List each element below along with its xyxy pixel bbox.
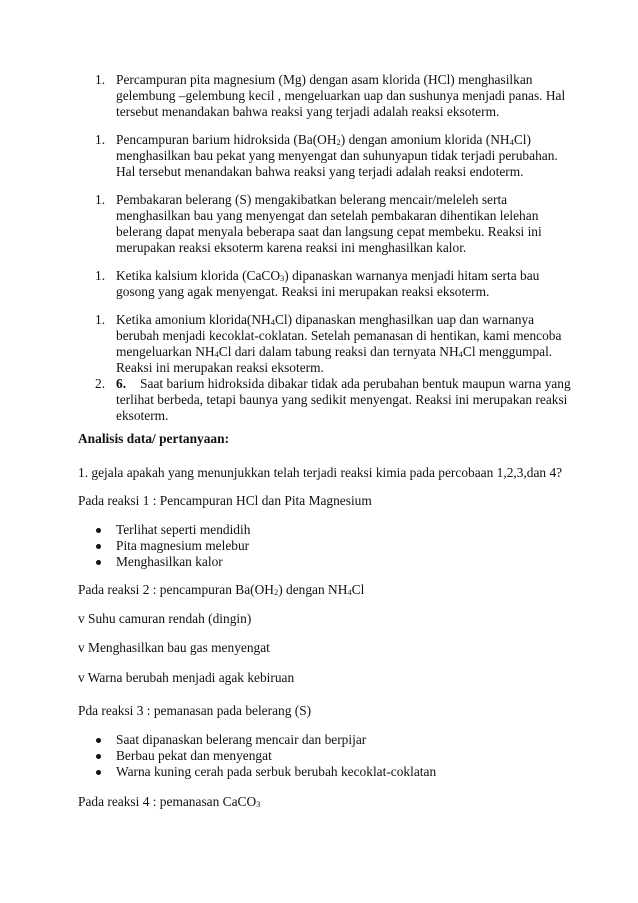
list-item: Berbau pekat dan menyengat: [0, 748, 638, 764]
bullet-icon: [96, 754, 101, 759]
reaksi-2-line: v Suhu camuran rendah (dingin): [78, 611, 252, 626]
list-item: [0, 132, 638, 180]
list-item: [0, 192, 638, 256]
list-item: Saat dipanaskan belerang mencair dan berpijar: [0, 732, 638, 748]
reaksi-1-title: Pada reaksi 1 : Pencampuran HCl dan Pita Magnesium: [78, 493, 372, 508]
list-item: Warna kuning cerah pada serbuk berubah kecoklat-coklatan: [0, 764, 638, 780]
numbered-observation-list: [0, 72, 638, 424]
inline-number: 6.: [116, 376, 127, 391]
list-item-text: Pencampuran barium hidroksida ($Ba(OH_2)$ dengan amonium klorida $(NH_4Cl)$ menghasilkan bau pekat yang menyengat dan suhunyapun tidak terjadi perubahan. Hal tersebut menandakan bahwa reaksi yang terjadi adalah reaksi endoterm.: [116, 132, 558, 179]
bullet-icon: [96, 544, 101, 549]
list-number: 1.: [95, 72, 106, 87]
list-item: Terlihat seperti mendidih: [0, 522, 638, 538]
reaksi-2-line: v Menghasilkan bau gas menyengat: [78, 640, 270, 655]
list-item: [0, 376, 638, 424]
list-item-text: Ketika amonium $klorida(NH_4Cl)$ dipanaskan menghasilkan uap dan warnanya berubah menjadi kecoklat-coklatan. Setelah pemanasan di hentikan, kami mencoba mengeluarkan $NH_4Cl$ dari dalam tabung reaksi dan ternyata $NH_4Cl$ menggumpal. Reaksi ini merupakan reaksi eksoterm.: [116, 312, 562, 375]
reaksi-2-line: v Warna berubah menjadi agak kebiruan: [78, 670, 295, 685]
list-item: Menghasilkan kalor: [0, 554, 638, 570]
list-item: [0, 72, 638, 120]
list-number: 1.: [95, 192, 106, 207]
list-item-text: Ketika kalsium klorida (CaCO$_3$) dipanaskan warnanya menjadi hitam serta bau gosong yang agak menyengat. Reaksi ini merupakan reaksi eksoterm.: [116, 268, 540, 299]
bullet-icon: [96, 770, 101, 775]
list-item: Pita magnesium melebur: [0, 538, 638, 554]
list-item-text: Percampuran pita magnesium (Mg) dengan asam klorida (HCl) menghasilkan gelembung –gelembung kecil , mengeluarkan uap dan sushunya menjadi panas. Hal tersebut menandakan bahwa reaksi yang terjadi adalah reaksi eksoterm.: [116, 72, 566, 119]
reaksi-1-bullet-list: [0, 522, 638, 570]
list-number: 2.: [95, 376, 106, 391]
reaksi-4-title: Pada reaksi 4 : pemanasan CaCO$_3$: [78, 794, 261, 809]
list-number: 1.: [95, 312, 106, 327]
list-number: 1.: [95, 268, 106, 283]
analysis-heading: Analisis data/ pertanyaan:: [78, 431, 230, 446]
reaksi-3-title: Pda reaksi 3 : pemanasan pada belerang (S): [78, 703, 312, 718]
list-item: [0, 268, 638, 300]
bullet-icon: [96, 528, 101, 533]
list-item-text: 6. Saat barium hidroksida dibakar tidak ada perubahan bentuk maupun warna yang terlihat berbeda, tetapi baunya yang sedikit menyengat. Reaksi ini merupakan reaksi eksoterm.: [116, 376, 571, 423]
list-item: [0, 312, 638, 376]
reaksi-2-title: Pada reaksi 2 : pencampuran $Ba(OH_2)$ dengan $NH_4Cl$: [78, 582, 365, 597]
bullet-icon: [96, 560, 101, 565]
question-1: 1. gejala apakah yang menunjukkan telah terjadi reaksi kimia pada percobaan 1,2,3,dan 4?: [78, 465, 563, 480]
reaksi-3-bullet-list: [0, 732, 638, 780]
list-number: 1.: [95, 132, 106, 147]
bullet-icon: [96, 738, 101, 743]
list-item-text: Pembakaran belerang (S) mengakibatkan belerang mencair/meleleh serta menghasilkan bau yang menyengat dan setelah pembakaran dihentikan lelehan belerang dapat menyala beberapa saat dan langsung cepat membeku. Reaksi ini merupakan reaksi eksoterm karena reaksi ini menghasilkan kalor.: [116, 192, 542, 255]
